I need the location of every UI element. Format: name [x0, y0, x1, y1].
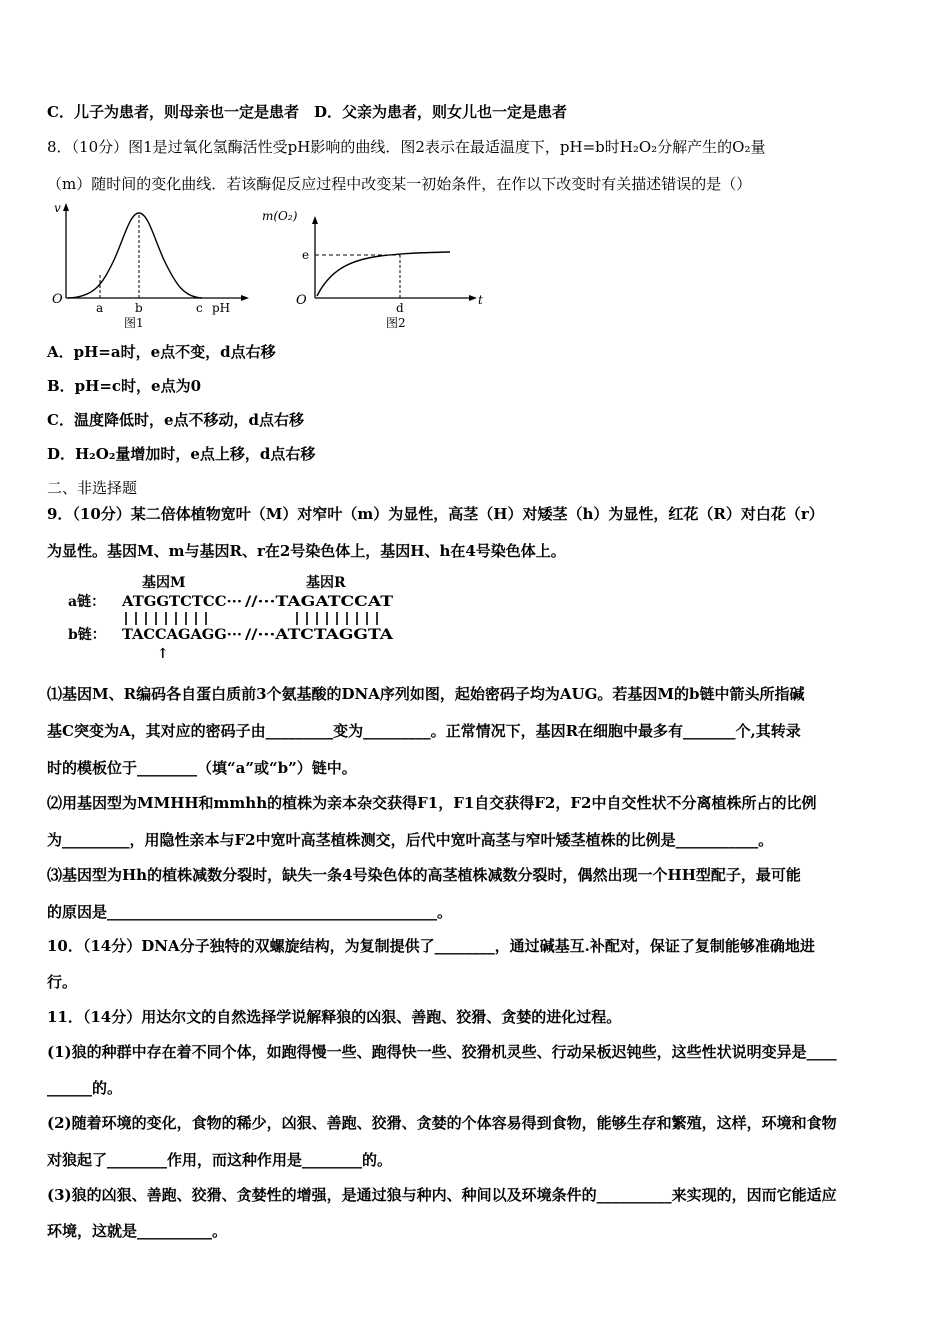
- figure-2-o2-time-curve: [260, 200, 490, 332]
- fig2-xlabel: t: [478, 293, 483, 307]
- q8-stem-line1: 8．（10分）图1是过氧化氢酶活性受pH影响的曲线．图2表示在最适温度下，pH=b时H₂O₂分解产生的O₂量: [47, 138, 766, 156]
- q11-p1-line1: (1)狼的种群中存在着不同个体，如跑得慢一些、跑得快一些、狡猾机灵些、行动呆板迟钝些，这些性状说明变异是____: [47, 1043, 837, 1061]
- q11-p3-line2: 环境，这就是__________。: [47, 1222, 228, 1240]
- fig1-ylabel: v: [54, 201, 61, 215]
- q9-p3-line1: ⑶基因型为Hh的植株减数分裂时，缺失一条4号染色体的高茎植株减数分裂时，偶然出现一个HH型配子，最可能: [47, 866, 801, 884]
- q11-p1-line2: ______的。: [47, 1079, 123, 1097]
- fig1-tick-c: c: [196, 301, 203, 315]
- q9-p3-line2: 的原因是____________________________________________。: [47, 903, 453, 921]
- chain-b-seq-left: TACCAGAGG···: [122, 627, 242, 643]
- q9-p1-line2: 基C突变为A，其对应的密码子由_________变为_________。正常情况下，基因R在细胞中最多有_______个,其转录: [47, 722, 801, 740]
- fig1-xlabel: pH: [212, 301, 231, 315]
- chain-b-seq-right: //···ATCTAGGTA: [245, 627, 395, 643]
- q11-p2-line1: (2)随着环境的变化，食物的稀少，凶狠、善跑、狡猾、贪婪的个体容易得到食物，能够生存和繁殖，这样，环境和食物: [47, 1114, 837, 1132]
- fig1-tick-a: a: [96, 301, 104, 315]
- q8-option-a: A．pH=a时，e点不变，d点右移: [47, 343, 276, 361]
- q9-stem-line1: 9．（10分）某二倍体植物宽叶（M）对窄叶（m）为显性，高茎（H）对矮茎（h）为显性，红花（R）对白花（r）: [47, 505, 824, 523]
- q8-option-b: B．pH=c时，e点为0: [47, 377, 202, 395]
- q11-stem: 11．（14分）用达尔文的自然选择学说解释狼的凶狠、善跑、狡猾、贪婪的进化过程。: [47, 1008, 622, 1026]
- chain-a-seq-right: //···TAGATCCAT: [245, 594, 394, 610]
- q7-option-cd: C．儿子为患者，则母亲也一定是患者 D．父亲为患者，则女儿也一定是患者: [47, 103, 567, 121]
- q10-line1: 10．（14分）DNA分子独特的双螺旋结构，为复制提供了________，通过碱基互.补配对，保证了复制能够准确地进: [47, 937, 815, 955]
- q9-p2-line1: ⑵用基因型为MMHH和mmhh的植株为亲本杂交获得F1，F1自交获得F2，F2中自交性状不分离植株所占的比例: [47, 794, 817, 812]
- q10-line2: 行。: [47, 973, 78, 991]
- fig2-caption: 图2: [386, 316, 406, 330]
- fig1-tick-b: b: [135, 301, 143, 315]
- mutation-arrow-icon: ↑: [157, 646, 169, 662]
- q11-p2-line2: 对狼起了________作用，而这种作用是________的。: [47, 1151, 393, 1169]
- fig1-origin: O: [52, 292, 63, 307]
- chain-a-seq-left: ATGGTCTCC···: [120, 594, 242, 610]
- fig2-ylabel: m(O₂): [262, 209, 298, 223]
- figure-1-enzyme-ph-curve: [44, 200, 254, 332]
- section-heading: 二、非选择题: [47, 479, 138, 497]
- q9-p1-line3: 时的模板位于________（填“a”或“b”）链中。: [47, 759, 357, 777]
- fig2-level-e: e: [302, 248, 310, 262]
- q9-p2-line2: 为_________，用隐性亲本与F2中宽叶高茎植株测交，后代中宽叶高茎与窄叶矮茎植株的比例是___________。: [47, 831, 774, 849]
- fig2-tick-d: d: [396, 301, 404, 315]
- q8-option-c: C．温度降低时，e点不移动，d点右移: [47, 411, 304, 429]
- chain-a-label: a链：: [68, 594, 106, 610]
- q11-p3-line1: (3)狼的凶狠、善跑、狡猾、贪婪性的增强，是通过狼与种内、种间以及环境条件的__________来实现的，因而它能适应: [47, 1186, 837, 1204]
- gene-m-label: 基因M: [142, 575, 186, 591]
- gene-r-label: 基因R: [306, 575, 346, 591]
- q8-option-d: D．H₂O₂量增加时，e点上移，d点右移: [47, 445, 316, 463]
- q9-stem-line2: 为显性。基因M、m与基因R、r在2号染色体上，基因H、h在4号染色体上。: [47, 542, 566, 560]
- fig1-caption: 图1: [124, 316, 144, 330]
- q9-p1-line1: ⑴基因M、R编码各自蛋白质前3个氨基酸的DNA序列如图，起始密码子均为AUG。若基因M的b链中箭头所指碱: [47, 685, 805, 703]
- fig2-origin: O: [296, 293, 307, 308]
- q8-stem-line2: （m）随时间的变化曲线．若该酶促反应过程中改变某一初始条件，在作以下改变时有关描述错误的是（）: [47, 175, 752, 193]
- chain-b-label: b链：: [68, 627, 106, 643]
- dna-sequence-figure: [60, 570, 410, 662]
